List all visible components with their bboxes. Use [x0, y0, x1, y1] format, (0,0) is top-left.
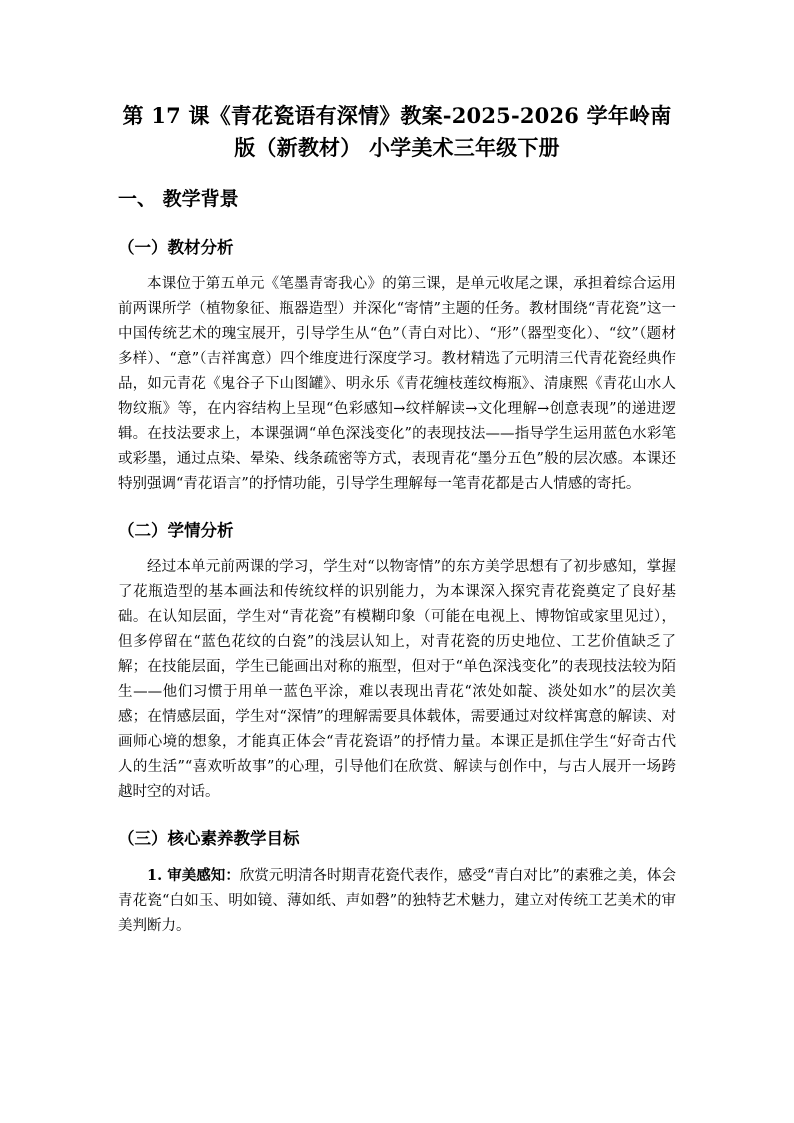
objective-item-lead: 1. 审美感知：	[147, 867, 240, 884]
subsection-heading-student-analysis: （二）学情分析	[118, 521, 234, 540]
paragraph-textbook-analysis: 本课位于第五单元《笔墨青寄我心》的第三课，是单元收尾之课，承担着综合运用前两课所学（植物象征、瓶器造型）并深化“寄情”主题的任务。教材围绕“青花瓷”这一中国传统艺术的瑰宝展开，引导学生从“色”（青白对比）、“形”（器型变化）、“纹”（题材多样）、“意”（吉祥寓意）四个维度进行深度学习。教材精选了元明清三代青花瓷经典作品，如元青花《鬼谷子下山图罐》、明永乐《青花缠枝莲纹梅瓶》、清康熙《青花山水人物纹瓶》等，在内容结构上呈现“色彩感知→纹样解读→文化理解→创意表现”的递进逻辑。在技法要求上，本课强调“单色深浅变化”的表现技法——指导学生运用蓝色水彩笔或彩墨，通过点染、晕染、线条疏密等方式，表现青花“墨分五色”般的层次感。本课还特别强调“青花语言”的抒情功能，引导学生理解每一笔青花都是古人情感的寄托。	[118, 276, 676, 492]
document-title: 第 17 课《青花瓷语有深情》教案-2025-2026 学年岭南版（新教材） 小学美术三年级下册	[122, 103, 672, 160]
subsection-heading-textbook-analysis: （一）教材分析	[118, 238, 234, 257]
section-heading-teaching-background: 一、 教学背景	[118, 188, 239, 210]
objective-item-aesthetic-perception	[118, 863, 676, 939]
paragraph-student-analysis: 经过本单元前两课的学习，学生对“以物寄情”的东方美学思想有了初步感知，掌握了花瓶造型的基本画法和传统纹样的识别能力，为本课深入探究青花瓷奠定了良好基础。在认知层面，学生对“青花瓷”有模糊印象（可能在电视上、博物馆或家里见过），但多停留在“蓝色花纹的白瓷”的浅层认知上，对青花瓷的历史地位、工艺价值缺乏了解；在技能层面，学生已能画出对称的瓶型，但对于“单色深浅变化”的表现技法较为陌生——他们习惯于用单一蓝色平涂，难以表现出青花“浓处如靛、淡处如水”的层次美感；在情感层面，学生对“深情”的理解需要具体载体，需要通过对纹样寓意的解读、对画师心境的想象，才能真正体会“青花瓷语”的抒情力量。本课正是抓住学生“好奇古代人的生活”“喜欢听故事”的心理，引导他们在欣赏、解读与创作中，与古人展开一场跨越时空的对话。	[118, 559, 676, 800]
subsection-heading-core-objectives: （三）核心素养教学目标	[118, 829, 300, 848]
objective-item-text: 欣赏元明清各时期青花瓷代表作，感受“青白对比”的素雅之美，体会青花瓷“白如玉、明如镜、薄如纸、声如磬”的独特艺术魅力，建立对传统工艺美术的审美判断力。	[118, 868, 677, 934]
